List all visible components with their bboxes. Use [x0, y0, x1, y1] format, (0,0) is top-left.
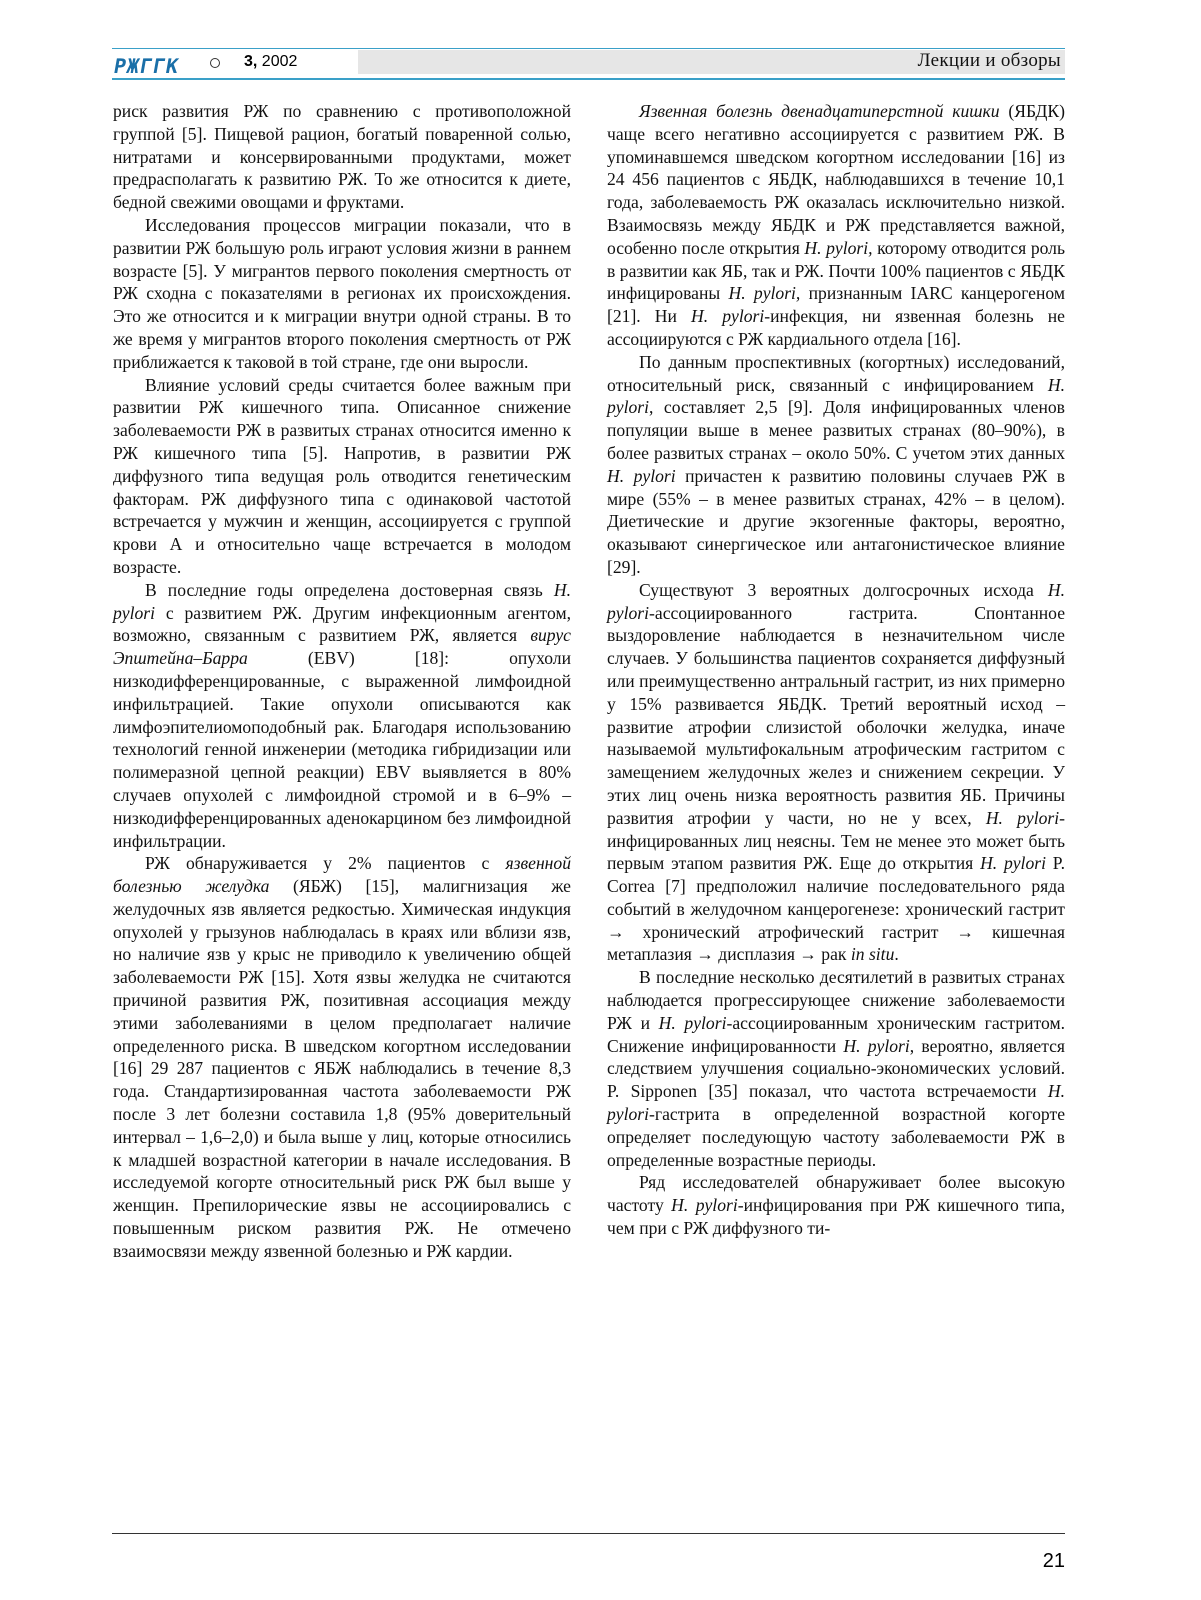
page-number: 21 [1042, 1550, 1065, 1572]
header-bottom-rule [112, 78, 1065, 80]
footer-rule [112, 1533, 1065, 1534]
paragraph: Существуют 3 вероятных долгосрочных исхода H. pylori-ассоциированного гастрита. Спонтанное выздоровление наблюдается в незначительном числе случаев. У большинства пациентов сохраняется диффузный или преимущественно антральный гастрит, из них примерно у 15% развивается ЯБДК. Третий вероятный исход – развитие атрофии слизистой оболочки желудка, иначе называемой мультифокальным атрофическим гастритом с замещением желудочных желез и снижением секреции. У этих лиц очень низка вероятность развития ЯБ. Причины развития атрофии у части, но не у всех, H. pylori-инфицированных лиц неясны. Тем не менее это может быть первым этапом развития РЖ. Еще до открытия H. pylori P. Correa [7] предположил наличие последовательного ряда событий в желудочном канцерогенезе: хронический гастрит → хронический атрофический гастрит → кишечная метаплазия → дисплазия → рак in situ. [607, 579, 1065, 965]
bullet-icon [210, 58, 220, 68]
paragraph: В последние несколько десятилетий в развитых странах наблюдается прогрессирующее снижение заболеваемости РЖ и H. pylori-ассоциированным хроническим гастритом. Снижение инфицированности H. pylori, вероятно, является следствием улучшения социально-экономических условий. P. Sipponen [35] показал, что частота встречаемости H. pylori-гастрита в определенной возрастной когорте определяет последующую частоту заболеваемости РЖ в определенные возрастные периоды. [607, 967, 1066, 1170]
paragraph: По данным проспективных (когортных) исследований, относительный риск, связанный с инфицированием H. pylori, составляет 2,5 [9]. Доля инфицированных членов популяции выше в менее развитых странах (80–90%), в более развитых странах – около 50%. С учетом этих данных H. pylori причастен к развитию половины случаев РЖ в мире (55% – в менее развитых странах, 42% – в целом). Диетические и другие экзогенные факторы, вероятно, оказывают синергическое или антагонистическое влияние [29]. [607, 351, 1065, 577]
paragraph: Влияние условий среды считается более важным при развитии РЖ кишечного типа. Описанное снижение заболеваемости РЖ в развитых странах относится именно к РЖ кишечного типа [5]. Напротив, в развитии РЖ диффузного типа ведущая роль отводится генетическим факторам. РЖ диффузного типа с одинаковой частотой встречается у мужчин и женщин, ассоциируется с группой крови А и относительно чаще встречается в молодом возрасте. [113, 374, 571, 577]
issue-number: 3, [244, 53, 258, 70]
issue-year: 2002 [261, 53, 298, 70]
paragraph: Язвенная болезнь двенадцатиперстной кишки (ЯБДК) чаще всего негативно ассоциируется с развитием РЖ. В упоминавшемся шведском когортном исследовании [16] из 24 456 пациентов с ЯБДК, наблюдавшихся в течение 10,1 года, заболеваемость РЖ оказалась исключительно низкой. Взаимосвязь между ЯБДК и РЖ представляется важной, особенно после открытия H. pylori, которому отводится роль в развитии как ЯБ, так и РЖ. Почти 100% пациентов с ЯБДК инфицированы H. pylori, признанным IARC канцерогеном [21]. Ни H. pylori-инфекция, ни язвенная болезнь не ассоциируются с РЖ кардиального отдела [16]. [607, 101, 1065, 349]
issue-info [244, 53, 297, 71]
journal-logo: РЖГГК [111, 54, 182, 78]
paragraph: РЖ обнаруживается у 2% пациентов с язвенной болезнью желудка (ЯБЖ) [15], малигнизация же желудочных язв является редкостью. Химическая индукция опухолей у грызунов наблюдалась в краях или вблизи язв, но наличие язв у крыс не приводило к увеличению общей заболеваемости РЖ [15]. Хотя язвы желудка не считаются причиной развития РЖ, позитивная ассоциация между этими заболеваниями в целом предполагает наличие определенного риска. В шведском когортном исследовании [16] 29 287 пациентов с ЯБЖ наблюдались в течение 8,3 года. Стандартизированная частота заболеваемости РЖ после 3 лет болезни составила 1,8 (95% доверительный интервал – 1,6–2,0) и была выше у лиц, которые относились к младшей возрастной категории в начале исследования. В исследуемой когорте относительный риск РЖ был выше у женщин. Препилорические язвы не ассоциировались с повышенным риском развития РЖ. Не отмечено взаимосвязи между язвенной болезнью и РЖ кардии. [113, 853, 571, 1261]
left-column [113, 100, 571, 1263]
paragraph: Исследования процессов миграции показали, что в развитии РЖ большую роль играют условия жизни в раннем возрасте [5]. У мигрантов первого поколения смертность от РЖ сходна с показателями в регионах их происхождения. Это же относится и к миграции внутри одной страны. В то же время у мигрантов второго поколения смертность от РЖ приближается к таковой в той стране, где они выросли. [113, 214, 571, 372]
paragraph: В последние годы определена достоверная связь H. pylori с развитием РЖ. Другим инфекционным агентом, возможно, связанным с развитием РЖ, является вирус Эпштейна–Барра (EBV) [18]: опухоли низкодифференцированные, с выраженной лимфоидной инфильтрацией. Такие опухоли описываются как лимфоэпителиомоподобный рак. Благодаря использованию технологий генной инженерии (методика гибридизации или полимеразной цепной реакции) EBV выявляется в 80% случаев опухолей с лимфоидной стромой и в 6–9% – низкодифференцированных аденокарцином без лимфоидной инфильтрации. [113, 579, 571, 851]
section-title: Лекции и обзоры [917, 50, 1061, 71]
paragraph: риск развития РЖ по сравнению с противоположной группой [5]. Пищевой рацион, богатый поваренной солью, нитратами и консервированными продуктами, может предрасполагать к развитию РЖ. То же относится к диете, бедной свежими овощами и фруктами. [113, 101, 571, 213]
header-top-rule [112, 48, 1065, 49]
paragraph: Ряд исследователей обнаруживает более высокую частоту H. pylori-инфицирования при РЖ кишечного типа, чем при с РЖ диффузного ти- [607, 1172, 1065, 1239]
right-column [607, 100, 1065, 1240]
running-header [112, 48, 1065, 84]
